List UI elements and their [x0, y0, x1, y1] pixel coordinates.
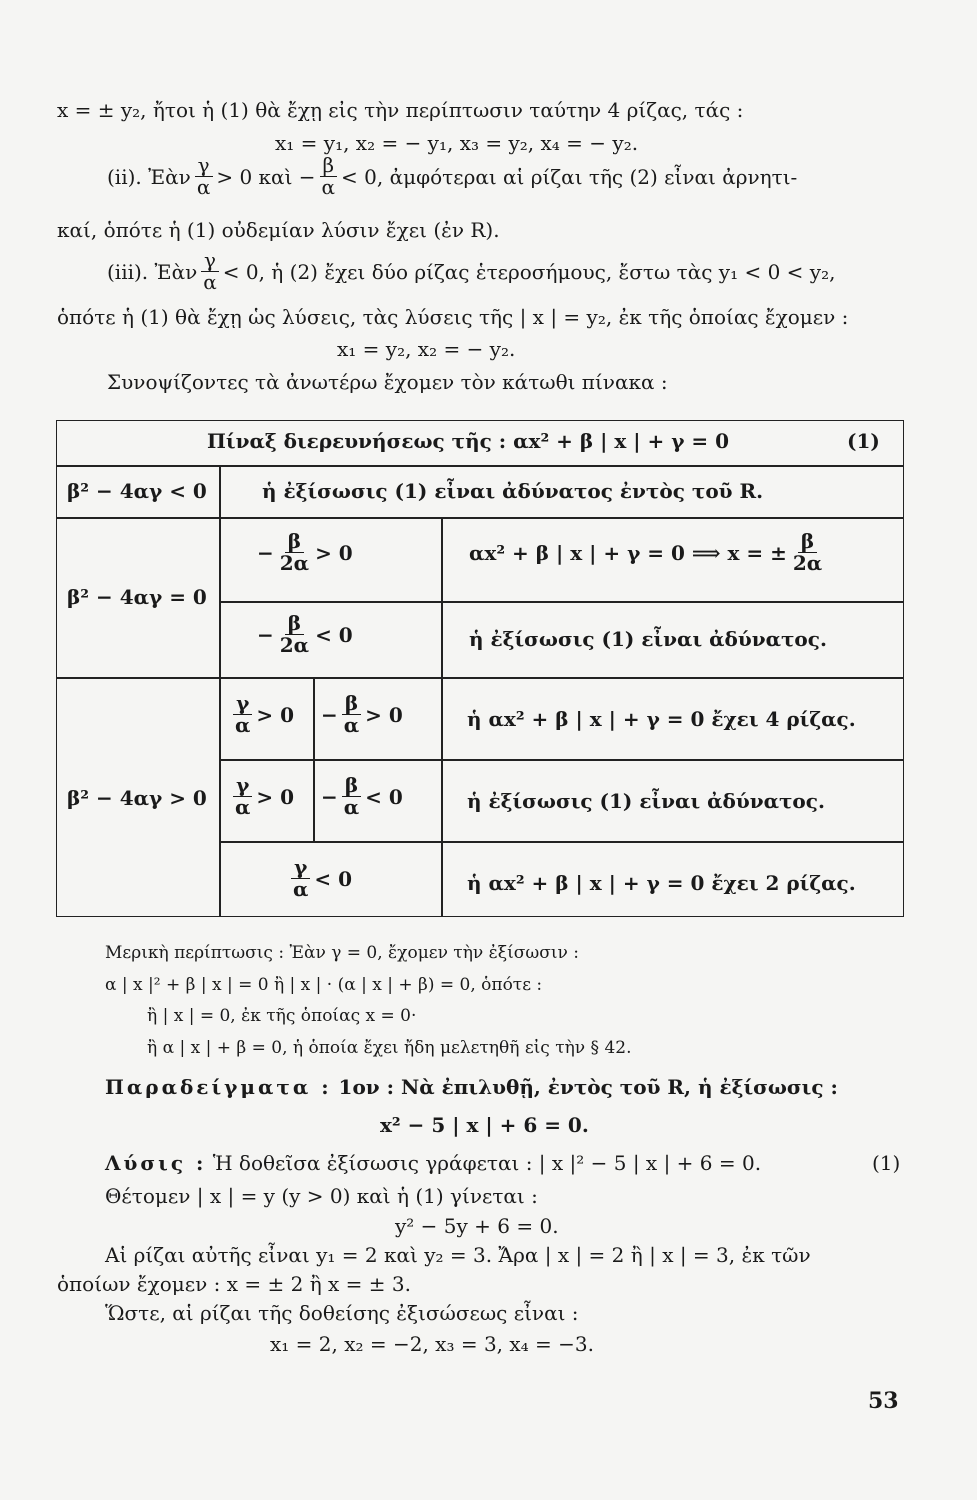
row3-condition: β² − 4αγ > 0: [67, 786, 207, 810]
quadratic-line: y² − 5y + 6 = 0.: [395, 1214, 559, 1238]
fraction: $\frac{\beta}{\alpha}$: [319, 155, 339, 198]
page-number: 53: [868, 1388, 899, 1414]
row1-result: ἡ ἐξίσωσις (1) εἶναι ἀδύνατος ἐντὸς τοῦ R.: [262, 479, 764, 503]
row3c-result: ἡ αx² + β | x | + γ = 0 ἔχει 2 ρίζας.: [467, 871, 856, 895]
discussion-table: [56, 420, 904, 917]
row3b-result: ἡ ἐξίσωσις (1) εἶναι ἀδύνατος.: [467, 789, 825, 813]
row3a-gamma-condition: $\frac{\gamma}{\alpha}$ > 0: [235, 691, 295, 737]
conclusion-line: Ὥστε, αἱ ρίζαι τῆς δοθείσης ἐξισώσεως εἶναι :: [105, 1301, 579, 1325]
solution-ref: (1): [872, 1151, 901, 1175]
row3b-gamma-condition: $\frac{\gamma}{\alpha}$ > 0: [235, 773, 295, 819]
special-line-3: ἢ | x | = 0, ἐκ τῆς ὁποίας x = 0·: [147, 1006, 417, 1026]
text-line-3: (ii). Ἐὰν $\frac{\gamma}{\alpha}$ > 0 καὶ − $\frac{\beta}{\alpha}$ < 0, ἀμφότεραι αἱ ρίζαι τῆς (2) εἶναι ἀρνητι-: [107, 153, 798, 199]
solution-line: Λύσις : Ἡ δοθεῖσα ἐξίσωσις γράφεται : | x |² − 5 | x | + 6 = 0.: [105, 1151, 762, 1175]
special-line-2: α | x |² + β | x | = 0 ἢ | x | · (α | x | + β) = 0, ὁπότε :: [105, 975, 543, 995]
row3a-beta-condition: − $\frac{\beta}{\alpha}$ > 0: [321, 691, 403, 737]
fraction: $\frac{\gamma}{\alpha}$: [194, 155, 214, 198]
row2b-result: ἡ ἐξίσωσις (1) εἶναι ἀδύνατος.: [469, 627, 827, 651]
examples-heading: Παραδείγματα : 1ον : Νὰ ἐπιλυθῇ, ἐντὸς τοῦ R, ἡ ἐξίσωσις :: [105, 1075, 838, 1099]
roots-line-2: ὁποίων ἔχομεν : x = ± 2 ἢ x = ± 3.: [57, 1272, 411, 1296]
example-equation: x² − 5 | x | + 6 = 0.: [380, 1113, 589, 1137]
text-line-8: Συνοψίζοντες τὰ ἀνωτέρω ἔχομεν τὸν κάτωθι πίνακα :: [107, 370, 668, 394]
special-line-4: ἢ α | x | + β = 0, ἡ ὁποία ἔχει ἤδη μελετηθῆ εἰς τὴν § 42.: [147, 1038, 632, 1058]
row2b-condition: − $\frac{\beta}{2\alpha}$ < 0: [257, 611, 353, 657]
row3c-gamma-condition: $\frac{\gamma}{\alpha}$ < 0: [293, 855, 353, 901]
final-roots: x₁ = 2, x₂ = −2, x₃ = 3, x₄ = −3.: [270, 1332, 594, 1356]
row2a-result: αx² + β | x | + γ = 0 ⟹ x = ± $\frac{\beta}{2\alpha}$: [469, 529, 823, 575]
text-line-7: x₁ = y₂, x₂ = − y₂.: [337, 337, 516, 361]
substitution-line: Θέτομεν | x | = y (y > 0) καὶ ἡ (1) γίνεται :: [105, 1184, 538, 1208]
roots-line: Αἱ ρίζαι αὐτῆς εἶναι y₁ = 2 καὶ y₂ = 3. Ἄρα | x | = 2 ἢ | x | = 3, ἐκ τῶν: [105, 1243, 811, 1267]
fraction: $\frac{\gamma}{\alpha}$: [200, 250, 220, 293]
text-line-5: (iii). Ἐὰν $\frac{\gamma}{\alpha}$ < 0, ἡ (2) ἔχει δύο ρίζας ἑτεροσήμους, ἔστω τὰς y₁ < 0 < y₂,: [107, 248, 836, 294]
text-line-2: x₁ = y₁, x₂ = − y₁, x₃ = y₂, x₄ = − y₂.: [275, 131, 639, 155]
row2a-condition: − $\frac{\beta}{2\alpha}$ > 0: [257, 529, 353, 575]
row2-condition: β² − 4αγ = 0: [67, 585, 207, 609]
row3a-result: ἡ αx² + β | x | + γ = 0 ἔχει 4 ρίζας.: [467, 707, 856, 731]
table-title: Πίναξ διερευνήσεως τῆς : αx² + β | x | + γ = 0: [207, 429, 730, 453]
text-line-6: ὁπότε ἡ (1) θὰ ἔχῃ ὡς λύσεις, τὰς λύσεις τῆς | x | = y₂, ἐκ τῆς ὁποίας ἔχομεν :: [57, 305, 849, 329]
row3b-beta-condition: − $\frac{\beta}{\alpha}$ < 0: [321, 773, 403, 819]
text-line-1: x = ± y₂, ἤτοι ἡ (1) θὰ ἔχῃ εἰς τὴν περίπτωσιν ταύτην 4 ρίζας, τάς :: [57, 98, 744, 122]
text-line-4: καί, ὁπότε ἡ (1) οὐδεμίαν λύσιν ἔχει (ἐν R).: [57, 218, 500, 242]
table-title-ref: (1): [847, 429, 880, 453]
row1-condition: β² − 4αγ < 0: [67, 479, 207, 503]
special-line-1: Μερικὴ περίπτωσις : Ἐὰν γ = 0, ἔχομεν τὴν ἐξίσωσιν :: [105, 943, 579, 963]
